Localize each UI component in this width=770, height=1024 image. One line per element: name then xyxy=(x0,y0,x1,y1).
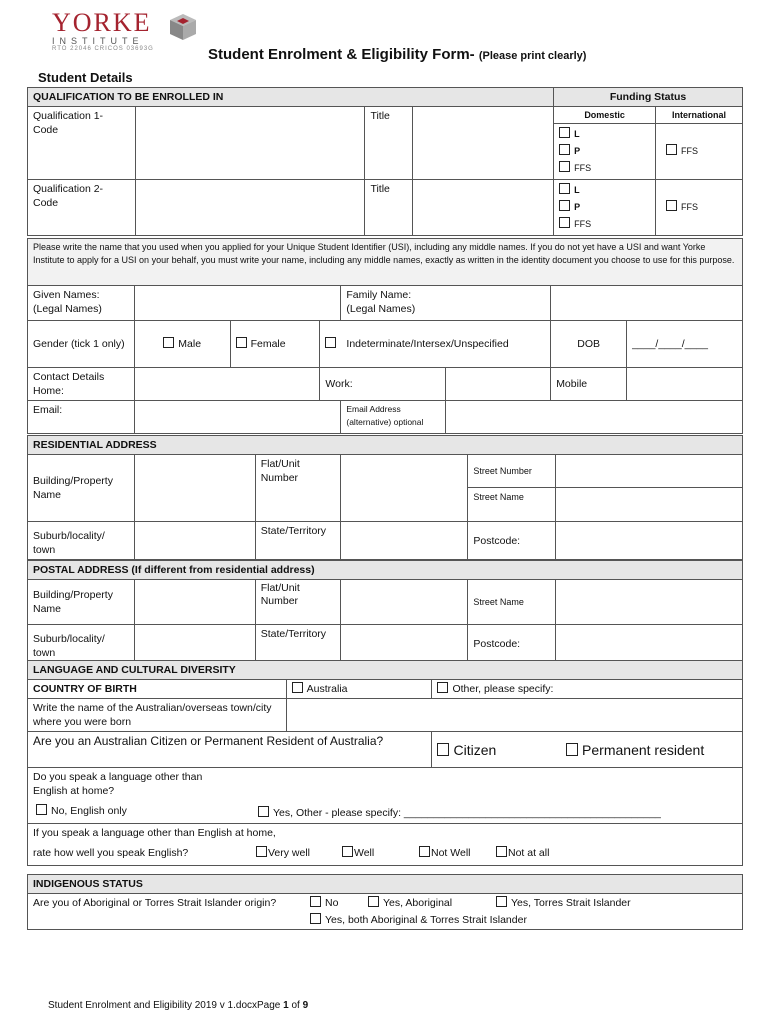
female-checkbox[interactable] xyxy=(236,337,247,348)
qual2-label: Qualification 2- Code xyxy=(28,180,136,236)
postal-table xyxy=(27,560,743,663)
not-well-option xyxy=(419,846,470,860)
post-suburb-label: Suburb/locality/ town xyxy=(28,625,135,663)
australia-cell xyxy=(286,680,432,699)
post-suburb-input[interactable] xyxy=(134,625,255,663)
title-note: (Please print clearly) xyxy=(478,50,587,62)
qual1-label: Qualification 1- Code xyxy=(28,107,136,180)
residential-header: RESIDENTIAL ADDRESS xyxy=(28,436,743,455)
family-name-sub: (Legal Names) xyxy=(346,303,416,315)
dob-input[interactable]: ____/____/____ xyxy=(627,321,743,368)
citizen-checkbox[interactable] xyxy=(437,743,449,756)
other-language-question: Do you speak a language other than English at home? xyxy=(33,771,203,797)
qual2-P-checkbox[interactable] xyxy=(559,200,570,211)
title-text: Student Enrolment & Eligibility Form- xyxy=(208,46,475,63)
indigenous-cell xyxy=(28,894,743,930)
citizen-question: Are you an Australian Citizen or Permanent Resident of Australia? xyxy=(28,732,432,768)
language-table xyxy=(27,660,743,866)
postal-header: POSTAL ADDRESS (If different from residential address) xyxy=(28,561,743,580)
australia-label: Australia xyxy=(306,683,348,695)
indig-no-option xyxy=(310,896,338,910)
post-flat-label: Flat/Unit Number xyxy=(255,580,340,625)
res-postcode-input[interactable] xyxy=(556,522,743,560)
qualification-table xyxy=(27,87,743,236)
gender-label: Gender (tick 1 only) xyxy=(28,321,135,368)
res-postcode-label: Postcode: xyxy=(468,522,556,560)
town-city-label: Write the name of the Australian/overseas town/city where you were born xyxy=(28,699,287,732)
male-label: Male xyxy=(178,338,202,350)
opt-label: L xyxy=(574,185,580,195)
home-input[interactable] xyxy=(134,368,320,401)
other-country-cell xyxy=(432,680,743,699)
other-gender-checkbox[interactable] xyxy=(325,337,336,348)
qual1-P-checkbox[interactable] xyxy=(559,144,570,155)
dob-label: DOB xyxy=(551,321,627,368)
indig-aboriginal-label: Yes, Aboriginal xyxy=(383,897,453,909)
post-state-label: State/Territory xyxy=(255,625,340,663)
language-header: LANGUAGE AND CULTURAL DIVERSITY xyxy=(28,661,743,680)
rate-question-2: rate how well you speak English? xyxy=(33,847,189,859)
indigenous-table xyxy=(27,874,743,930)
not-all-label: Not at all xyxy=(508,847,550,859)
qual2-domestic-options xyxy=(554,180,656,236)
other-gender-label: Indeterminate/Intersex/Unspecified xyxy=(346,338,509,350)
logo-subtitle: RTO 22046 CRICOS 03693G xyxy=(52,46,154,52)
res-state-input[interactable] xyxy=(340,522,468,560)
gender-female-cell xyxy=(230,321,320,368)
australia-checkbox[interactable] xyxy=(292,682,303,693)
funding-header: Funding Status xyxy=(554,88,743,107)
res-building-label: Building/Property Name xyxy=(28,455,135,522)
female-label: Female xyxy=(250,338,286,350)
family-name-label xyxy=(341,286,551,321)
well-option xyxy=(342,846,374,860)
footer-doc: Student Enrolment and Eligibility 2019 v 1.docx xyxy=(48,1000,258,1011)
mobile-label: Mobile xyxy=(551,368,627,401)
res-street-name-label: Street Name xyxy=(468,488,556,522)
indig-no-label: No xyxy=(325,897,339,909)
yes-other-checkbox[interactable] xyxy=(258,806,269,817)
residential-table xyxy=(27,435,743,560)
res-suburb-label: Suburb/locality/ town xyxy=(28,522,135,560)
qual1-FFS-checkbox[interactable] xyxy=(559,161,570,172)
permanent-checkbox[interactable] xyxy=(566,743,578,756)
very-well-option xyxy=(256,846,310,860)
yes-other-label: Yes, Other - please specify: ____________________________________________ xyxy=(273,807,661,819)
no-english-option xyxy=(36,804,127,818)
qual1-intl-FFS-checkbox[interactable] xyxy=(666,144,677,155)
other-country-label: Other, please specify: xyxy=(452,683,554,695)
qual2-title-label: Title xyxy=(365,180,413,236)
other-country-checkbox[interactable] xyxy=(437,682,448,693)
opt-label: P xyxy=(574,202,581,212)
qual1-title-label: Title xyxy=(365,107,413,180)
no-english-label: No, English only xyxy=(51,805,127,817)
given-names-input[interactable] xyxy=(134,286,341,321)
usi-note: Please write the name that you used when you applied for your Unique Student Identifier (USI), including any middle names. If you do not yet have a USI and want Yorke Institute to apply for a USI on your behalf, you must write your name, including any middle names, exactly as written in the identity document you choose to use for this purpose. xyxy=(28,239,743,286)
indig-aboriginal-option xyxy=(368,896,452,910)
post-flat-input[interactable] xyxy=(340,580,468,625)
rate-english-cell xyxy=(28,824,743,866)
domestic-header: Domestic xyxy=(554,107,656,124)
opt-label: FFS xyxy=(681,202,699,212)
mobile-input[interactable] xyxy=(627,368,743,401)
citizen-options xyxy=(432,732,743,768)
given-names-text: Given Names: xyxy=(33,289,100,301)
qual2-L-checkbox[interactable] xyxy=(559,183,570,194)
res-street-number-label: Street Number xyxy=(468,455,556,488)
indigenous-question: Are you of Aboriginal or Torres Strait Islander origin? xyxy=(33,897,277,909)
well-checkbox[interactable] xyxy=(342,846,353,857)
post-street-name-input[interactable] xyxy=(556,580,743,625)
indig-no-checkbox[interactable] xyxy=(310,896,321,907)
opt-label: FFS xyxy=(574,219,592,229)
indig-aboriginal-checkbox[interactable] xyxy=(368,896,379,907)
indig-both-option xyxy=(310,913,527,927)
qual1-intl-options xyxy=(656,124,743,180)
res-flat-input[interactable] xyxy=(340,455,468,522)
work-label: Work: xyxy=(320,368,446,401)
footer-page-word: Page xyxy=(257,1000,281,1011)
given-names-label xyxy=(28,286,135,321)
opt-label: P xyxy=(574,146,581,156)
res-street-name-input[interactable] xyxy=(556,488,743,522)
logo xyxy=(52,10,154,52)
gender-male-cell xyxy=(134,321,230,368)
no-english-checkbox[interactable] xyxy=(36,804,47,815)
post-building-label: Building/Property Name xyxy=(28,580,135,625)
email-alt-label: Email Address (alternative) optional xyxy=(341,401,446,434)
not-well-label: Not Well xyxy=(431,847,471,859)
footer-of: of xyxy=(291,1000,300,1011)
post-postcode-input[interactable] xyxy=(556,625,743,663)
family-name-input[interactable] xyxy=(551,286,743,321)
post-postcode-label: Postcode: xyxy=(468,625,556,663)
rate-question-1: If you speak a language other than English at home, xyxy=(33,827,276,839)
res-state-label: State/Territory xyxy=(255,522,340,560)
very-well-checkbox[interactable] xyxy=(256,846,267,857)
town-city-input[interactable] xyxy=(286,699,742,732)
qual2-input[interactable] xyxy=(135,180,365,236)
indig-torres-checkbox[interactable] xyxy=(496,896,507,907)
email-alt-input[interactable] xyxy=(446,401,743,434)
student-details-heading: Student Details xyxy=(38,70,133,85)
yes-other-option xyxy=(258,806,661,820)
international-header: International xyxy=(656,107,743,124)
email-input[interactable] xyxy=(134,401,341,434)
opt-label: FFS xyxy=(574,163,592,173)
post-building-input[interactable] xyxy=(134,580,255,625)
not-well-checkbox[interactable] xyxy=(419,846,430,857)
country-birth-label: COUNTRY OF BIRTH xyxy=(28,680,287,699)
given-names-sub: (Legal Names) xyxy=(33,303,102,315)
res-street-number-input[interactable] xyxy=(556,455,743,488)
male-checkbox[interactable] xyxy=(163,337,174,348)
footer xyxy=(48,1000,308,1011)
not-all-option xyxy=(496,846,549,860)
post-state-input[interactable] xyxy=(340,625,468,663)
qual2-title-input[interactable] xyxy=(413,180,554,236)
logo-cube-icon xyxy=(168,12,198,42)
indigenous-header: INDIGENOUS STATUS xyxy=(28,875,743,894)
qual2-intl-options xyxy=(656,180,743,236)
contact-home-label: Contact Details Home: xyxy=(28,368,135,401)
very-well-label: Very well xyxy=(268,847,311,859)
citizen-label: Citizen xyxy=(453,741,497,758)
page-title xyxy=(208,46,586,63)
res-flat-label: Flat/Unit Number xyxy=(255,455,340,522)
res-building-input[interactable] xyxy=(134,455,255,522)
qual1-domestic-options xyxy=(554,124,656,180)
footer-page-num: 1 xyxy=(283,1000,289,1011)
qual1-input[interactable] xyxy=(135,107,365,180)
res-suburb-input[interactable] xyxy=(134,522,255,560)
work-input[interactable] xyxy=(446,368,551,401)
indig-both-checkbox[interactable] xyxy=(310,913,321,924)
qual2-intl-FFS-checkbox[interactable] xyxy=(666,200,677,211)
post-street-name-label: Street Name xyxy=(468,580,556,625)
permanent-label: Permanent resident xyxy=(582,741,705,758)
qual1-title-input[interactable] xyxy=(413,107,554,180)
qual-header: QUALIFICATION TO BE ENROLLED IN xyxy=(28,88,554,107)
logo-word: YORKE xyxy=(52,8,152,37)
indig-torres-option xyxy=(496,896,631,910)
gender-other-cell xyxy=(320,321,551,368)
logo-institute: INSTITUTE xyxy=(52,36,144,46)
qual2-FFS-checkbox[interactable] xyxy=(559,217,570,228)
indig-torres-label: Yes, Torres Strait Islander xyxy=(511,897,631,909)
family-name-text: Family Name: xyxy=(346,289,412,301)
other-language-cell xyxy=(28,768,743,824)
qual1-L-checkbox[interactable] xyxy=(559,127,570,138)
indig-both-label: Yes, both Aboriginal & Torres Strait Islander xyxy=(325,914,527,926)
email-label: Email: xyxy=(28,401,135,434)
personal-table xyxy=(27,238,743,434)
footer-total: 9 xyxy=(302,1000,309,1011)
opt-label: FFS xyxy=(681,146,699,156)
not-all-checkbox[interactable] xyxy=(496,846,507,857)
opt-label: L xyxy=(574,129,580,139)
well-label: Well xyxy=(354,847,375,859)
